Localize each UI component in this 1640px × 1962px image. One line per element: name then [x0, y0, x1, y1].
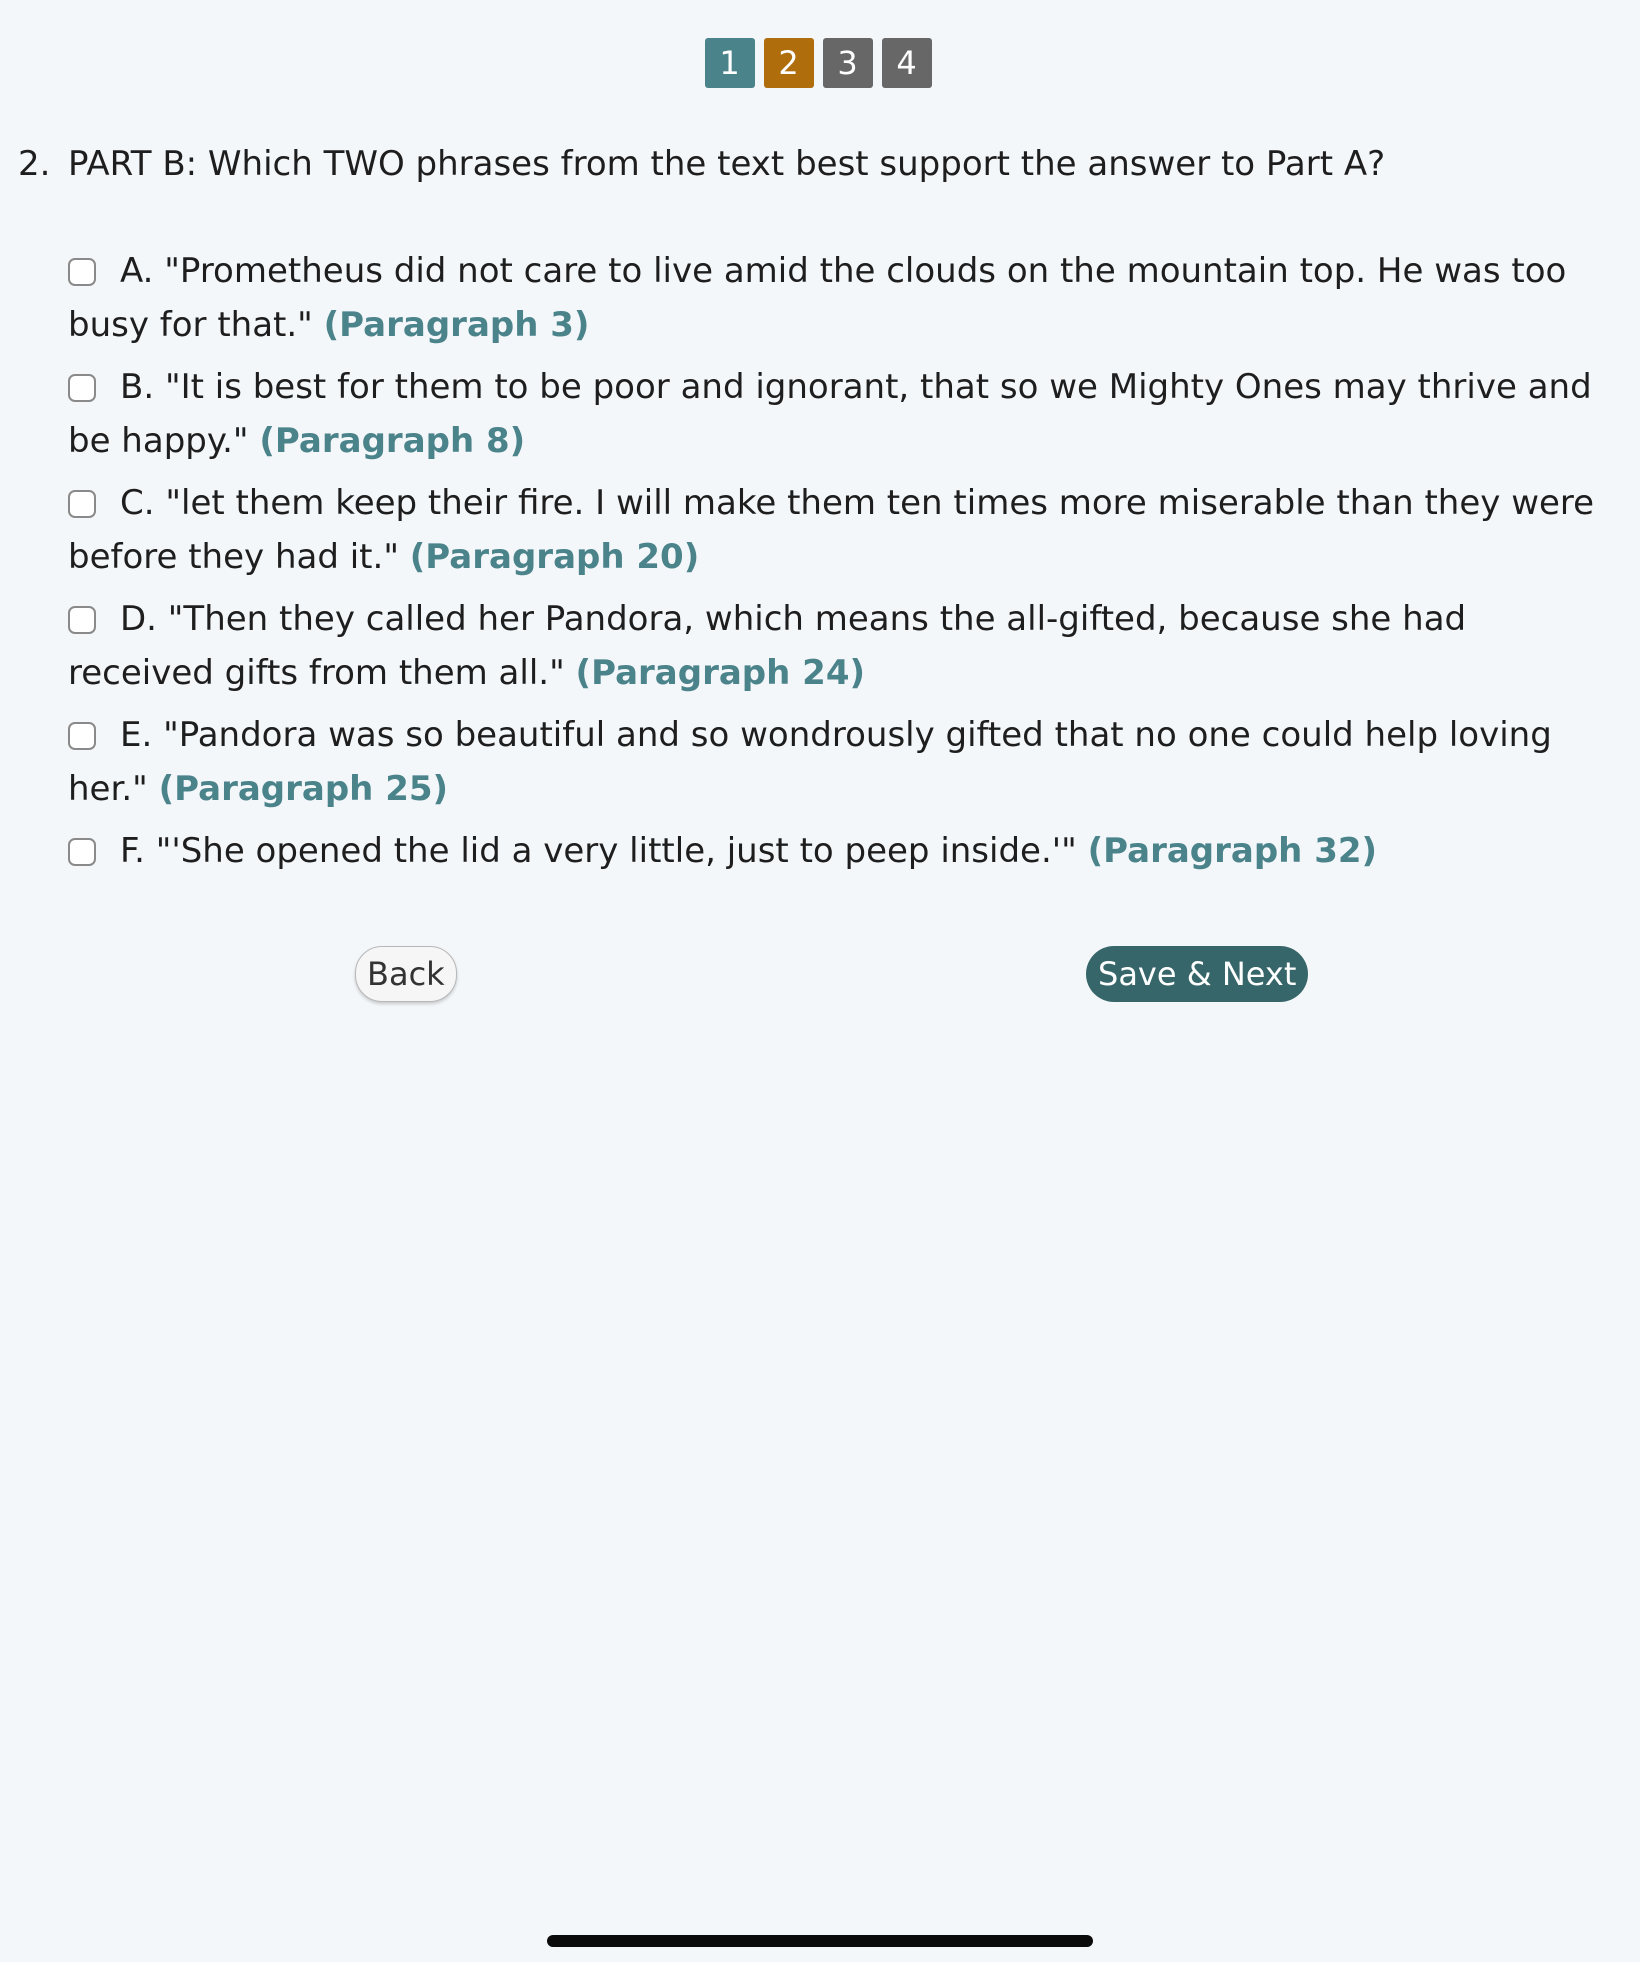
option-e[interactable]	[68, 708, 1600, 816]
option-e-checkbox[interactable]	[68, 722, 96, 750]
page-2-button[interactable]: 2	[764, 38, 814, 88]
question-number: 2.	[18, 144, 51, 184]
option-a-checkbox[interactable]	[68, 258, 96, 286]
save-and-next-button[interactable]: Save & Next	[1086, 946, 1308, 1002]
page-1-button[interactable]: 1	[705, 38, 755, 88]
option-f[interactable]	[68, 824, 1600, 878]
home-indicator[interactable]	[547, 1935, 1093, 1947]
option-d-paragraph-ref: (Paragraph 24)	[575, 653, 866, 693]
option-a-paragraph-ref: (Paragraph 3)	[323, 305, 590, 345]
option-b[interactable]	[68, 360, 1600, 468]
option-c-text: C. "let them keep their fire. I will make them ten times more miserable than they were before they had it."	[68, 483, 1595, 577]
back-button[interactable]: Back	[355, 946, 457, 1002]
option-b-text: B. "It is best for them to be poor and ignorant, that so we Mighty Ones may thrive and be happy."	[68, 367, 1592, 461]
answer-options	[68, 244, 1600, 886]
question-text: PART B: Which TWO phrases from the text best support the answer to Part A?	[68, 144, 1386, 184]
option-b-checkbox[interactable]	[68, 374, 96, 402]
page-3-button[interactable]: 3	[823, 38, 873, 88]
option-a[interactable]	[68, 244, 1600, 352]
option-c[interactable]	[68, 476, 1600, 584]
option-d-text: D. "Then they called her Pandora, which means the all-gifted, because she had received gifts from them all."	[68, 599, 1467, 693]
option-d-checkbox[interactable]	[68, 606, 96, 634]
page-4-button[interactable]: 4	[882, 38, 932, 88]
option-f-paragraph-ref: (Paragraph 32)	[1087, 831, 1378, 871]
option-e-text: E. "Pandora was so beautiful and so wondrously gifted that no one could help loving her."	[68, 715, 1552, 809]
option-f-checkbox[interactable]	[68, 838, 96, 866]
option-a-text: A. "Prometheus did not care to live amid the clouds on the mountain top. He was too busy for that."	[68, 251, 1567, 345]
option-c-paragraph-ref: (Paragraph 20)	[409, 537, 700, 577]
option-d[interactable]	[68, 592, 1600, 700]
option-e-paragraph-ref: (Paragraph 25)	[158, 769, 449, 809]
option-f-text: F. "'She opened the lid a very little, just to peep inside.'"	[120, 831, 1077, 871]
question-pager	[0, 38, 1640, 88]
option-c-checkbox[interactable]	[68, 490, 96, 518]
question-prompt	[18, 138, 1600, 190]
option-b-paragraph-ref: (Paragraph 8)	[259, 421, 526, 461]
